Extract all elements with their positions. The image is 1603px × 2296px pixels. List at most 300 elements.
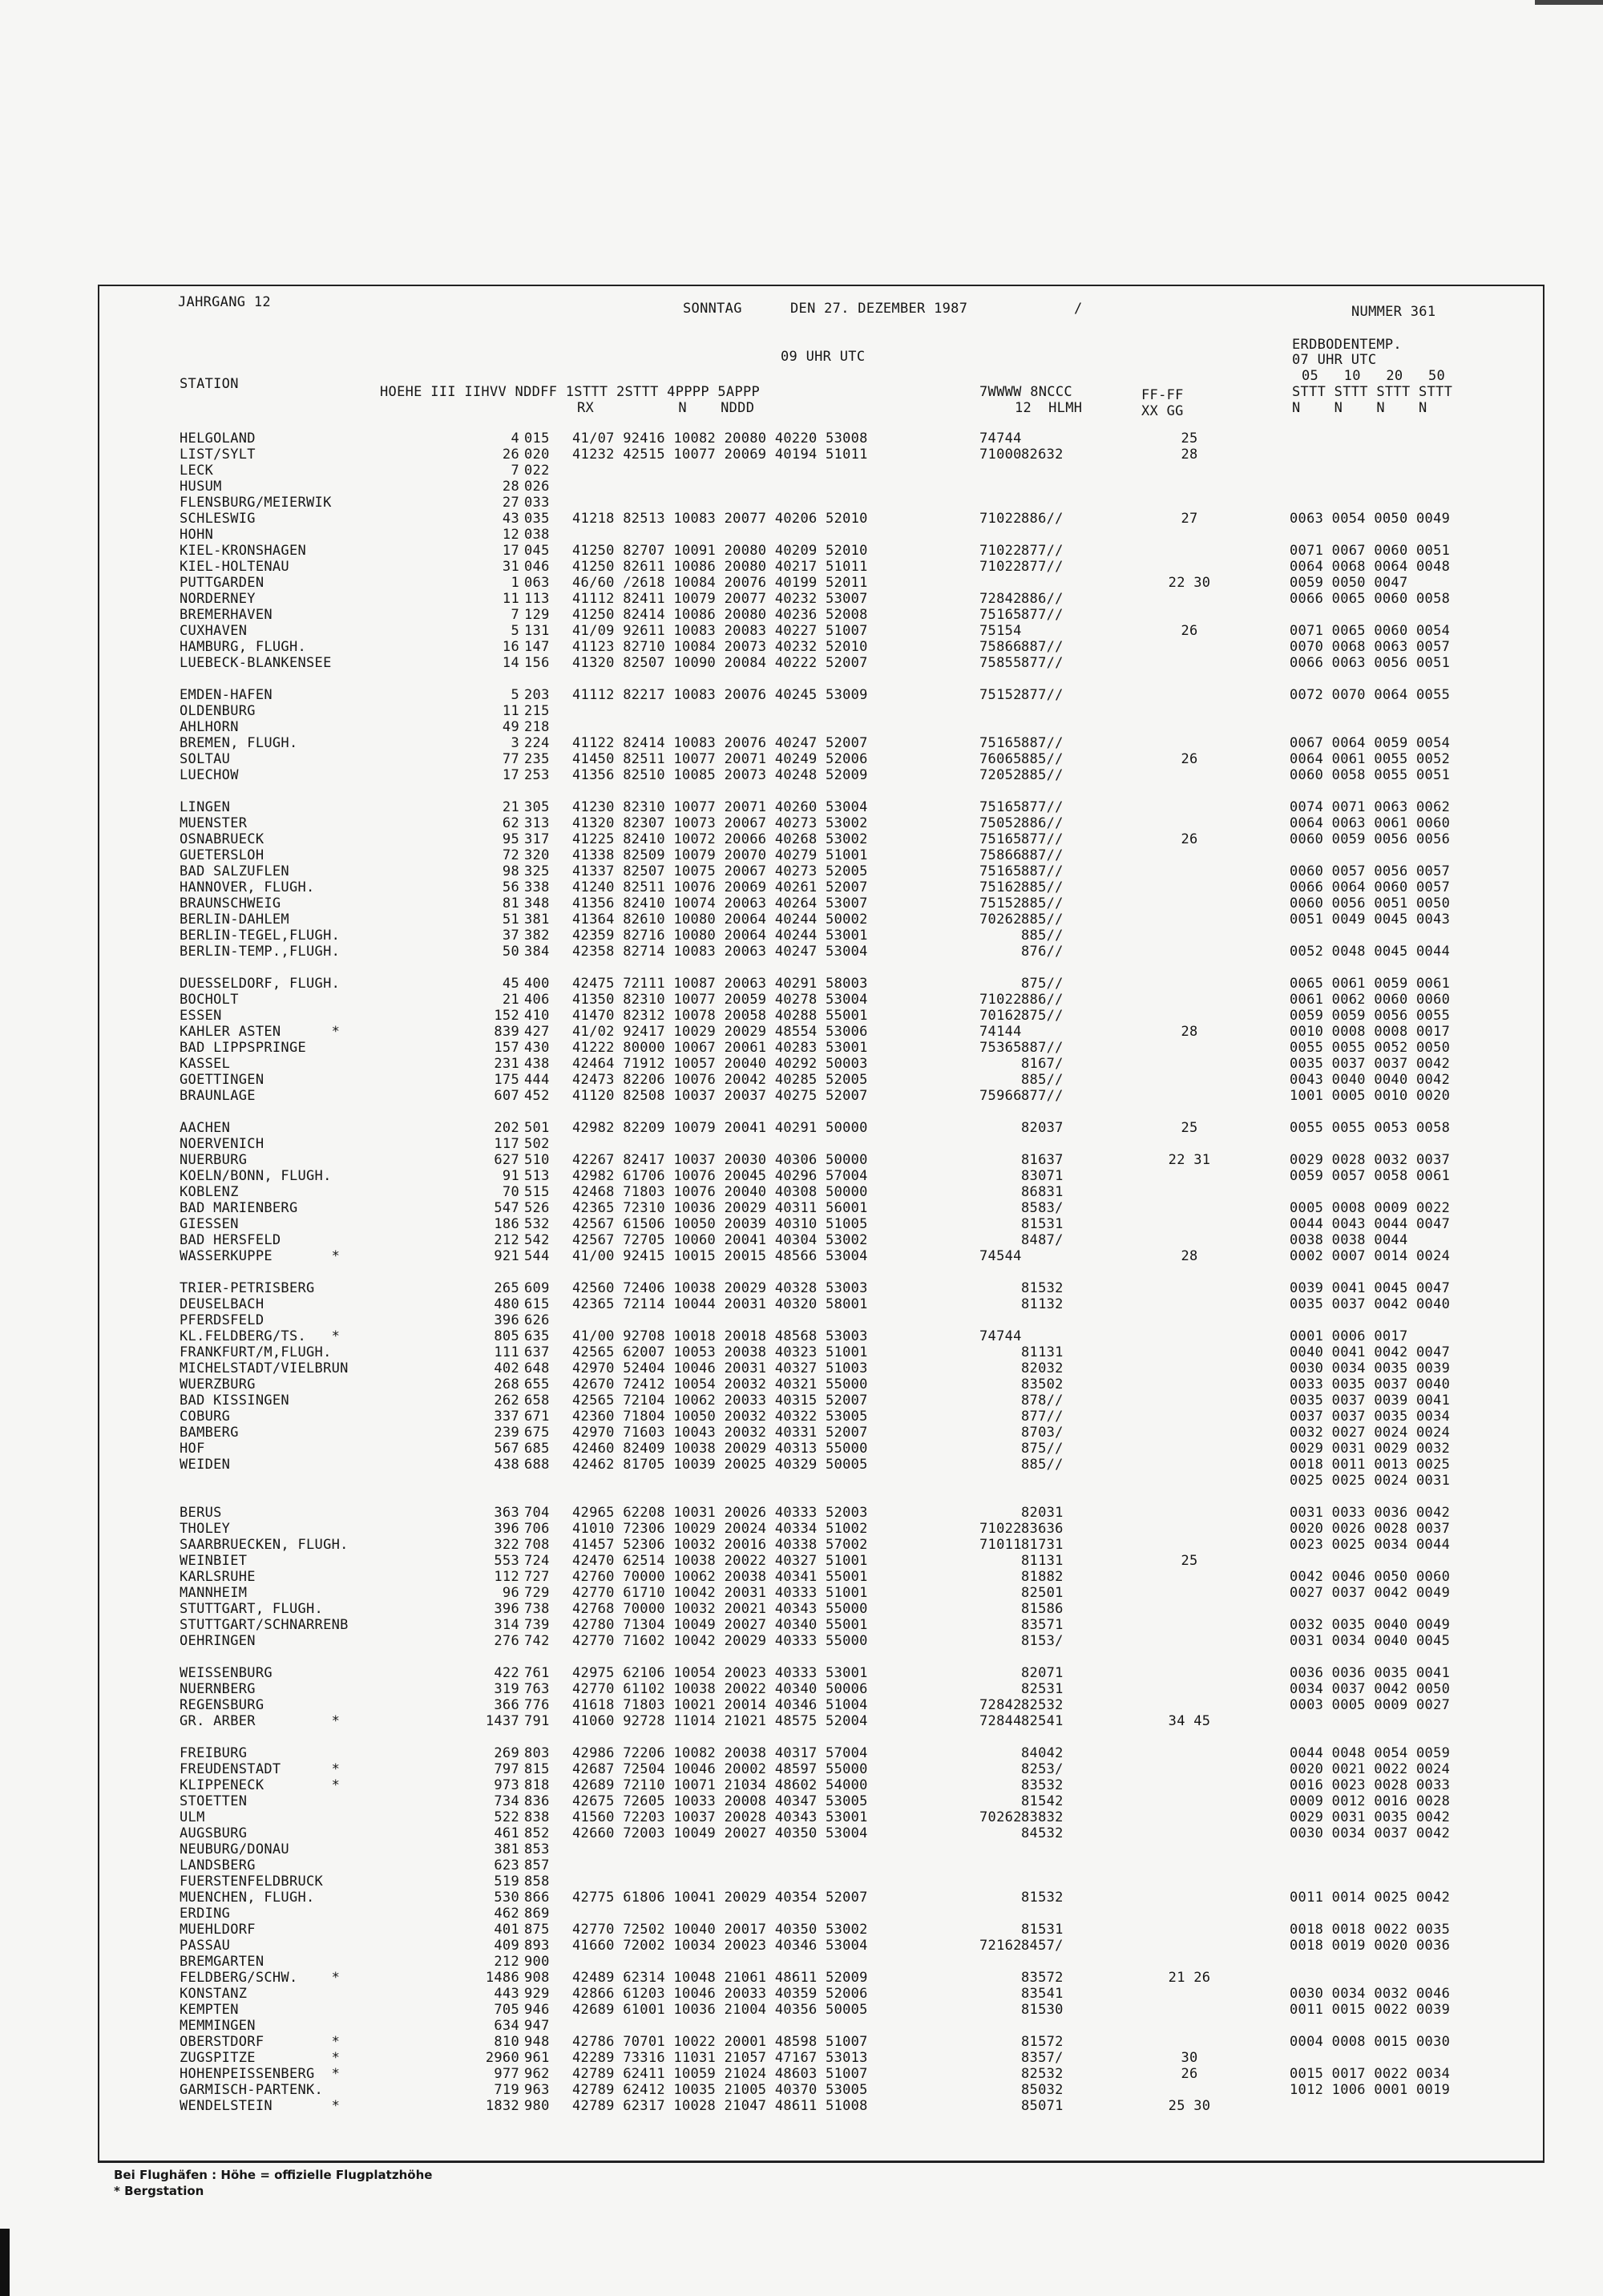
station-height: 462 [494,1906,519,1922]
soil-temperatures: 0018 0011 0013 0025 [1290,1457,1451,1473]
station-name: HOHENPEISSENBERG * [180,2066,341,2082]
table-row [99,543,1543,559]
footnote-airport-height: Bei Flughäfen : Höhe = offizielle Flugplatzhöhe [114,2168,433,2182]
cloud-group: 885// [1021,1072,1064,1088]
station-index: 033 [524,495,550,511]
station-height: 265 [494,1280,519,1296]
station-index: 400 [524,976,550,992]
station-index: 739 [524,1617,550,1633]
station-name: TRIER-PETRISBERG [180,1280,315,1296]
station-index: 410 [524,1008,550,1024]
station-index: 671 [524,1409,550,1425]
weather-group: 75154 [979,623,1022,639]
station-index: 313 [524,815,550,831]
soil-temperatures: 0001 0006 0017 [1290,1328,1408,1344]
soil-temperatures: 0061 0062 0060 0060 [1290,992,1451,1008]
station-height: 921 [494,1248,519,1264]
table-row [99,1841,1543,1857]
table-row [99,639,1543,655]
jahrgang-label: JAHRGANG 12 [178,294,271,310]
synop-groups: 42975 62106 10054 20023 40333 53001 [572,1665,868,1681]
soil-temperatures: 0060 0056 0051 0050 [1290,895,1451,912]
station-height: 7 [511,607,519,623]
soil-temperatures: 0003 0005 0009 0027 [1290,1697,1451,1713]
synop-groups: 42770 71602 10042 20029 40333 55000 [572,1633,868,1649]
synop-groups: 41112 82411 10079 20077 40232 53007 [572,591,868,607]
station-index: 615 [524,1296,550,1312]
table-row [99,912,1543,928]
station-height: 31 [502,559,519,575]
report-frame [98,285,1544,2163]
weather-group: 74744 [979,1328,1022,1344]
station-index: 963 [524,2082,550,2098]
weather-group: 75866 [979,639,1022,655]
synop-groups: 41/07 92416 10082 20080 40220 53008 [572,430,868,447]
table-row [99,1088,1543,1104]
station-name: EMDEN-HAFEN [180,687,273,703]
station-name: WEINBIET [180,1553,248,1569]
station-index: 063 [524,575,550,591]
synop-groups: 41/00 92708 10018 20018 48568 53003 [572,1328,868,1344]
cloud-group: 886// [1021,591,1064,607]
station-index: 015 [524,430,550,447]
station-index: 020 [524,447,550,463]
station-height: 3 [511,735,519,751]
cloud-group: 83532 [1021,1777,1064,1793]
gust-values: 30 [1181,2050,1198,2066]
table-row [99,1553,1543,1569]
station-index: 875 [524,1922,550,1938]
station-height: 239 [494,1425,519,1441]
table-row [99,960,1543,976]
synop-groups: 42567 72705 10060 20041 40304 53002 [572,1232,868,1248]
soil-temperatures: 0011 0014 0025 0042 [1290,1890,1451,1906]
gust-values: 21 26 [1168,1970,1211,1986]
table-row [99,1601,1543,1617]
cloud-group: 876// [1021,944,1064,960]
station-index: 961 [524,2050,550,2066]
cloud-group: 82501 [1021,1585,1064,1601]
table-row [99,1665,1543,1681]
station-name: OEHRINGEN [180,1633,256,1649]
synop-groups: 42775 61806 10041 20029 40354 52007 [572,1890,868,1906]
footnote-mountain-station: * Bergstation [114,2184,204,2198]
table-row [99,1344,1543,1360]
soil-temperatures: 1001 0005 0010 0020 [1290,1088,1451,1104]
cloud-group: 85071 [1021,2098,1064,2114]
cloud-group: 886// [1021,511,1064,527]
table-row [99,2018,1543,2034]
weather-group: 72052 [979,767,1022,783]
cloud-group: 81532 [1021,1280,1064,1296]
cloud-group: 86831 [1021,1184,1064,1200]
table-row [99,1328,1543,1344]
synop-groups: 42473 82206 10076 20042 40285 52005 [572,1072,868,1088]
table-row [99,463,1543,479]
station-name: BAD HERSFELD [180,1232,281,1248]
station-index: 853 [524,1841,550,1857]
synop-groups: 42780 71304 10049 20027 40340 55001 [572,1617,868,1633]
soil-temperatures: 0032 0035 0040 0049 [1290,1617,1451,1633]
weather-group: 75966 [979,1088,1022,1104]
station-name: GIESSEN [180,1216,239,1232]
station-index: 738 [524,1601,550,1617]
gust-values: 25 [1181,1553,1198,1569]
station-index: 235 [524,751,550,767]
table-row [99,1970,1543,1986]
station-height: 480 [494,1296,519,1312]
table-row [99,1954,1543,1970]
station-index: 513 [524,1168,550,1184]
cloud-group: 81586 [1021,1601,1064,1617]
cloud-group: 83832 [1021,1809,1064,1825]
synop-groups: 42475 72111 10087 20063 40291 58003 [572,976,868,992]
table-row [99,1425,1543,1441]
table-row [99,1617,1543,1633]
station-height: 11 [502,591,519,607]
station-index: 729 [524,1585,550,1601]
gust-values: 25 [1181,1120,1198,1136]
table-row [99,1393,1543,1409]
table-row [99,928,1543,944]
table-row [99,430,1543,447]
synop-groups: 41112 82217 10083 20076 40245 53009 [572,687,868,703]
table-row [99,1104,1543,1120]
station-name: BREMERHAVEN [180,607,273,623]
station-name: GOETTINGEN [180,1072,264,1088]
station-index: 776 [524,1697,550,1713]
synop-groups: 41010 72306 10029 20024 40334 51002 [572,1521,868,1537]
station-name: ERDING [180,1906,231,1922]
cloud-group: 887// [1021,735,1064,751]
station-index: 532 [524,1216,550,1232]
table-row [99,2066,1543,2082]
station-name: KASSEL [180,1056,231,1072]
station-name: FLENSBURG/MEIERWIK [180,495,332,511]
synop-groups: 42789 62412 10035 21005 40370 53005 [572,2082,868,2098]
station-index: 438 [524,1056,550,1072]
cloud-group: 877// [1021,607,1064,623]
station-height: 186 [494,1216,519,1232]
station-height: 396 [494,1521,519,1537]
soil-temperatures: 0034 0037 0042 0050 [1290,1681,1451,1697]
table-row [99,895,1543,912]
soil-temperatures: 0052 0048 0045 0044 [1290,944,1451,960]
station-name: PUTTGARDEN [180,575,264,591]
station-name: KOELN/BONN, FLUGH. [180,1168,332,1184]
station-height: 381 [494,1841,519,1857]
gust-values: 26 [1181,831,1198,847]
table-row [99,1457,1543,1473]
station-height: 81 [502,895,519,912]
cloud-group: 885// [1021,751,1064,767]
station-index: 706 [524,1521,550,1537]
table-row [99,1809,1543,1825]
synop-groups: 42358 82714 10083 20063 40247 53004 [572,944,868,960]
station-height: 231 [494,1056,519,1072]
station-height: 797 [494,1761,519,1777]
table-row [99,1489,1543,1505]
station-index: 515 [524,1184,550,1200]
station-index: 317 [524,831,550,847]
station-index: 381 [524,912,550,928]
station-name: REGENSBURG [180,1697,264,1713]
soil-temperatures: 0010 0008 0008 0017 [1290,1024,1451,1040]
station-index: 427 [524,1024,550,1040]
cloud-group: 83541 [1021,1986,1064,2002]
synop-groups: 46/60 /2618 10084 20076 40199 52011 [572,575,868,591]
cloud-group: 885// [1021,928,1064,944]
station-height: 112 [494,1569,519,1585]
code-column-header: HOEHE III IIHVV NDDFF 1STTT 2STTT 4PPPP 5APPP [380,384,761,400]
table-row [99,1874,1543,1890]
gust-values: 25 [1181,430,1198,447]
station-index: 838 [524,1809,550,1825]
table-row [99,1986,1543,2002]
soil-temperatures: 0072 0070 0064 0055 [1290,687,1451,703]
soil-temp-depths: 05 10 20 50 [1302,368,1446,384]
cloud-group: 886// [1021,992,1064,1008]
cloud-group: 885// [1021,767,1064,783]
table-row [99,447,1543,463]
station-name: ESSEN [180,1008,222,1024]
station-name: ZUGSPITZE * [180,2050,341,2066]
station-height: 319 [494,1681,519,1697]
table-row [99,992,1543,1008]
weather-group: 75855 [979,655,1022,671]
synop-groups: 41225 82410 10072 20066 40268 53002 [572,831,868,847]
station-name: FREUDENSTADT * [180,1761,341,1777]
station-height: 4 [511,430,519,447]
table-row [99,607,1543,623]
table-row [99,623,1543,639]
station-index: 022 [524,463,550,479]
station-index: 946 [524,2002,550,2018]
synop-groups: 42464 71912 10057 20040 40292 50003 [572,1056,868,1072]
station-name: NEUBURG/DONAU [180,1841,289,1857]
cloud-group: 877// [1021,687,1064,703]
station-height: 366 [494,1697,519,1713]
station-height: 202 [494,1120,519,1136]
weather-column-subheader: 12 HLMH [1015,400,1083,416]
station-index: 215 [524,703,550,719]
soil-temperatures: 0038 0038 0044 [1290,1232,1408,1248]
synop-groups: 42489 62314 10048 21061 48611 52009 [572,1970,868,1986]
table-row [99,1376,1543,1393]
station-index: 501 [524,1120,550,1136]
station-index: 685 [524,1441,550,1457]
soil-temperatures: 0059 0050 0047 [1290,575,1408,591]
soil-temperatures: 0016 0023 0028 0033 [1290,1777,1451,1793]
table-row [99,1008,1543,1024]
cloud-group: 82532 [1021,1697,1064,1713]
table-row [99,1585,1543,1601]
table-row [99,863,1543,879]
station-height: 1832 [485,2098,519,2114]
station-name: MEMMINGEN [180,2018,256,2034]
cloud-group: 877// [1021,655,1064,671]
soil-temperatures: 0055 0055 0052 0050 [1290,1040,1451,1056]
weather-group: 75152 [979,687,1022,703]
soil-temperatures: 0043 0040 0040 0042 [1290,1072,1451,1088]
station-index: 038 [524,527,550,543]
station-index: 544 [524,1248,550,1264]
soil-temperatures: 0025 0025 0024 0031 [1290,1473,1451,1489]
cloud-group: 877// [1021,799,1064,815]
station-index: 704 [524,1505,550,1521]
station-height: 26 [502,447,519,463]
table-row [99,687,1543,703]
station-height: 27 [502,495,519,511]
cloud-group: 81882 [1021,1569,1064,1585]
synop-groups: 41/00 92415 10015 20015 48566 53004 [572,1248,868,1264]
station-index: 980 [524,2098,550,2114]
cloud-group: 82531 [1021,1681,1064,1697]
station-height: 91 [502,1168,519,1184]
station-height: 1486 [485,1970,519,1986]
synop-groups: 41120 82508 10037 20037 40275 52007 [572,1088,868,1104]
synop-groups: 41250 82414 10086 20080 40236 52008 [572,607,868,623]
station-index: 655 [524,1376,550,1393]
station-height: 719 [494,2082,519,2098]
station-name: WEIDEN [180,1457,231,1473]
synop-groups: 42970 71603 10043 20032 40331 52007 [572,1425,868,1441]
station-height: 396 [494,1312,519,1328]
soil-temperatures: 0036 0036 0035 0041 [1290,1665,1451,1681]
station-index: 035 [524,511,550,527]
station-height: 28 [502,479,519,495]
station-height: 269 [494,1745,519,1761]
header-mark: / [1074,301,1083,317]
synop-groups: 41320 82507 10090 20084 40222 52007 [572,655,868,671]
synop-groups: 41618 71803 10021 20014 40346 51004 [572,1697,868,1713]
station-index: 900 [524,1954,550,1970]
table-row [99,559,1543,575]
station-height: 49 [502,719,519,735]
table-row [99,751,1543,767]
station-name: BERLIN-DAHLEM [180,912,289,928]
synop-groups: 42365 72310 10036 20029 40311 56001 [572,1200,868,1216]
station-name: AACHEN [180,1120,231,1136]
station-height: 522 [494,1809,519,1825]
cloud-group: 83636 [1021,1521,1064,1537]
synop-groups: 42970 52404 10046 20031 40327 51003 [572,1360,868,1376]
station-name: HUSUM [180,479,222,495]
cloud-group: 875// [1021,1008,1064,1024]
weather-group: 71000 [979,447,1022,463]
station-index: 852 [524,1825,550,1841]
soil-temperatures: 0040 0041 0042 0047 [1290,1344,1451,1360]
cloud-group: 8583/ [1021,1200,1064,1216]
station-name: AHLHORN [180,719,239,735]
station-name: OBERSTDORF * [180,2034,341,2050]
station-index: 026 [524,479,550,495]
station-name: FREIBURG [180,1745,248,1761]
station-name: LIST/SYLT [180,447,256,463]
synop-groups: 42660 72003 10049 20027 40350 53004 [572,1825,868,1841]
station-index: 510 [524,1152,550,1168]
station-height: 152 [494,1008,519,1024]
station-name: KONSTANZ [180,1986,248,2002]
soil-temperatures: 0035 0037 0042 0040 [1290,1296,1451,1312]
cloud-group: 82632 [1021,447,1064,463]
gust-values: 27 [1181,511,1198,527]
station-height: 62 [502,815,519,831]
table-row [99,783,1543,799]
station-name: WENDELSTEIN * [180,2098,341,2114]
synop-groups: 42462 81705 10039 20025 40329 50005 [572,1457,868,1473]
table-row [99,1825,1543,1841]
station-height: 276 [494,1633,519,1649]
station-index: 688 [524,1457,550,1473]
cloud-group: 885// [1021,895,1064,912]
station-name: GR. ARBER * [180,1713,341,1729]
cloud-group: 82031 [1021,1505,1064,1521]
station-name: PFERDSFELD [180,1312,264,1328]
weather-group: 75866 [979,847,1022,863]
soil-temperatures: 0035 0037 0037 0042 [1290,1056,1451,1072]
station-height: 1 [511,575,519,591]
synop-groups: 42289 73316 11031 21057 47167 53013 [572,2050,868,2066]
table-row [99,1072,1543,1088]
station-index: 708 [524,1537,550,1553]
station-name: MUENSTER [180,815,248,831]
soil-temperatures: 0060 0058 0055 0051 [1290,767,1451,783]
cloud-group: 877// [1021,1409,1064,1425]
station-index: 430 [524,1040,550,1056]
station-name: PASSAU [180,1938,231,1954]
synop-groups: 41356 82410 10074 20063 40264 53007 [572,895,868,912]
station-index: 761 [524,1665,550,1681]
synop-groups: 42670 72412 10054 20032 40321 55000 [572,1376,868,1393]
station-height: 17 [502,543,519,559]
table-row [99,1232,1543,1248]
cloud-group: 81530 [1021,2002,1064,2018]
station-index: 452 [524,1088,550,1104]
soil-temperatures: 0030 0034 0037 0042 [1290,1825,1451,1841]
cloud-group: 886// [1021,815,1064,831]
station-name: GARMISCH-PARTENK. [180,2082,324,2098]
station-name: BERLIN-TEMP.,FLUGH. [180,944,341,960]
table-row [99,1056,1543,1072]
cloud-group: 877// [1021,831,1064,847]
cloud-group: 82532 [1021,2066,1064,2082]
scan-edge-mark [1535,0,1603,5]
station-height: 96 [502,1585,519,1601]
synop-groups: 41457 52306 10032 20016 40338 57002 [572,1537,868,1553]
synop-groups: 41222 80000 10067 20061 40283 53001 [572,1040,868,1056]
station-name: WEISSENBURG [180,1665,273,1681]
soil-temperatures: 0020 0021 0022 0024 [1290,1761,1451,1777]
station-index: 675 [524,1425,550,1441]
table-row [99,1248,1543,1264]
station-height: 396 [494,1601,519,1617]
synop-groups: 42689 72110 10071 21034 48602 54000 [572,1777,868,1793]
station-index: 444 [524,1072,550,1088]
station-name: BERUS [180,1505,222,1521]
observation-time: 09 UHR UTC [781,349,866,365]
station-height: 51 [502,912,519,928]
soil-temperatures: 0027 0037 0042 0049 [1290,1585,1451,1601]
station-index: 866 [524,1890,550,1906]
table-row [99,1537,1543,1553]
station-name: SOLTAU [180,751,231,767]
weather-group: 72842 [979,1697,1022,1713]
cloud-group: 81637 [1021,1152,1064,1168]
station-height: 14 [502,655,519,671]
table-row [99,1360,1543,1376]
weather-group: 75165 [979,799,1022,815]
